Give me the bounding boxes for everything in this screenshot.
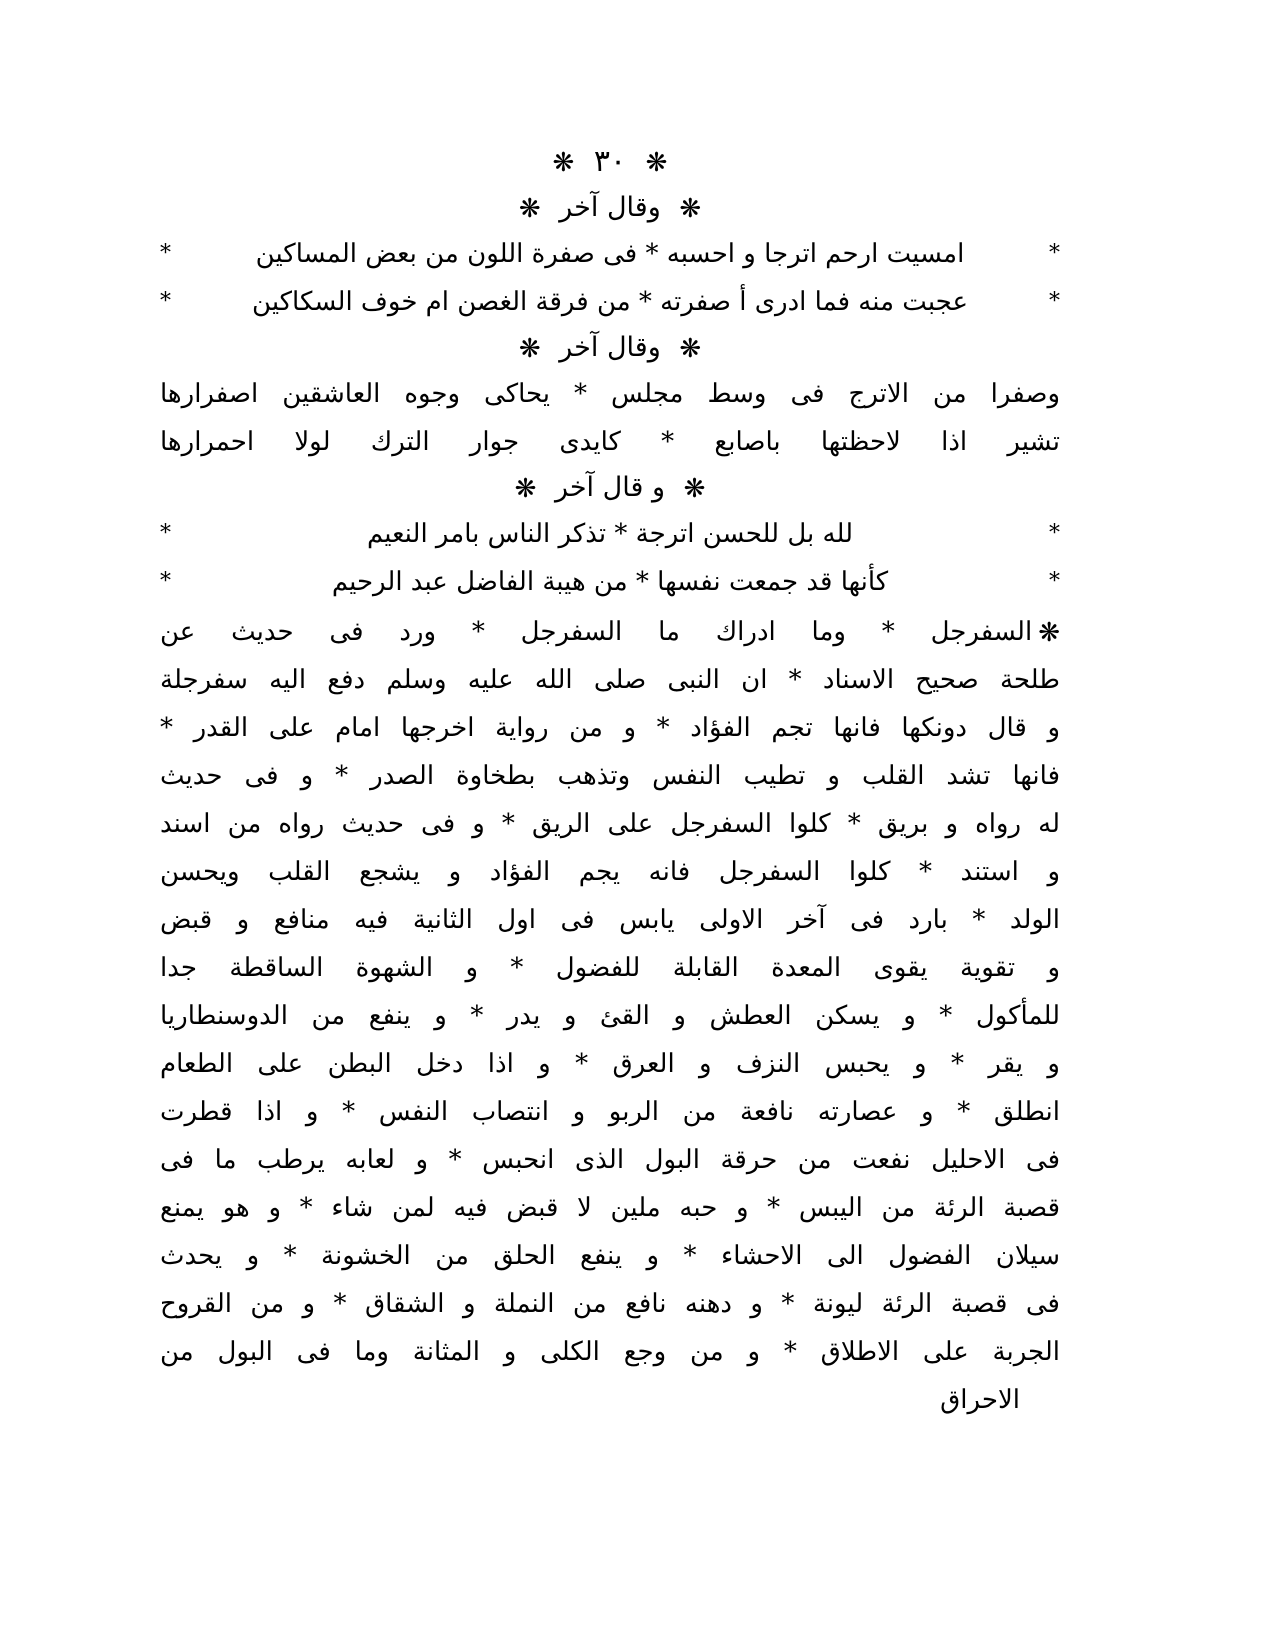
- verse-text: كأنها قد جمعت نفسها * من هيبة الفاضل عبد الرحيم: [331, 567, 889, 597]
- article-line: فى قصبة الرئة ليونة * و دهنه نافع من النملة و الشقاق * و من القروح: [160, 1289, 1060, 1319]
- article-line: للمأكول * و يسكن العطش و القئ و يدر * و ينفع من الدوسنطاريا: [160, 1001, 1060, 1031]
- article-line: فى الاحليل نفعت من حرقة البول الذى انحبس * و لعابه يرطب ما فى: [160, 1145, 1060, 1175]
- ornament-icon: ❋: [683, 473, 706, 504]
- article-line: و استند * كلوا السفرجل فانه يجم الفؤاد و يشجع القلب ويحسن: [160, 857, 1060, 887]
- ornament-icon: ❋: [518, 193, 541, 224]
- article-line: [160, 608, 1060, 656]
- verse-text: امسيت ارحم اترجا و احسبه * فى صفرة اللون من بعض المساكين: [255, 239, 965, 269]
- ornament-icon: ❋: [1038, 618, 1060, 648]
- article-line: طلحة صحيح الاسناد * ان النبى صلى الله عليه وسلم دفع اليه سفرجلة: [160, 665, 1060, 695]
- article-line: الجربة على الاطلاق * و من وجع الكلى و المثانة وما فى البول من: [160, 1337, 1060, 1367]
- star-icon: *: [160, 289, 171, 314]
- article-line: سيلان الفضول الى الاحشاء * و ينفع الحلق من الخشونة * و يحدث: [160, 1241, 1060, 1271]
- section-heading-text: و قال آخر: [554, 472, 666, 503]
- star-icon: *: [160, 569, 171, 594]
- prose-line: وصفرا من الاترج فى وسط مجلس * يحاكى وجوه العاشقين اصفرارها: [160, 379, 1060, 409]
- article-line: و تقوية يقوى المعدة القابلة للفضول * و الشهوة الساقطة جدا: [160, 953, 1060, 983]
- article-line: له رواه و بريق * كلوا السفرجل على الريق * و فى حديث رواه من اسند: [160, 809, 1060, 839]
- article-line: قصبة الرئة من اليبس * و حبه ملين لا قبض فيه لمن شاء * و هو يمنع: [160, 1193, 1060, 1223]
- star-icon: *: [1049, 521, 1060, 546]
- section-heading: [160, 466, 1060, 510]
- ornament-icon: ❋: [679, 193, 702, 224]
- ornament-icon: ❋: [645, 148, 668, 178]
- page-number: [160, 140, 1060, 184]
- star-icon: *: [160, 241, 171, 266]
- ornament-icon: ❋: [518, 333, 541, 364]
- ornament-icon: ❋: [552, 148, 575, 178]
- article-line: فانها تشد القلب و تطيب النفس وتذهب بطخاوة الصدر * و فى حديث: [160, 761, 1060, 791]
- section-heading: [160, 186, 1060, 230]
- verse-line: [160, 278, 1060, 326]
- article-line: انطلق * و عصارته نافعة من الربو و انتصاب النفس * و اذا قطرت: [160, 1097, 1060, 1127]
- article-line: الاحراق: [940, 1385, 1020, 1415]
- verse-text: عجبت منه فما ادرى أ صفرته * من فرقة الغصن ام خوف السكاكين: [252, 287, 968, 317]
- page-number-text: ٣٠: [593, 144, 627, 179]
- ornament-icon: ❋: [514, 473, 537, 504]
- star-icon: *: [1049, 241, 1060, 266]
- section-heading: [160, 326, 1060, 370]
- page: [160, 140, 1060, 1424]
- section-heading-text: وقال آخر: [559, 332, 661, 363]
- verse-text: لله بل للحسن اترجة * تذكر الناس بامر النعيم: [366, 519, 853, 549]
- article-line-text: السفرجل * وما ادراك ما السفرجل * ورد فى حديث عن: [160, 617, 1033, 647]
- verse-line: [160, 510, 1060, 558]
- verse-line: [160, 558, 1060, 606]
- verse-line: [160, 230, 1060, 278]
- star-icon: *: [1049, 569, 1060, 594]
- article-line: و يقر * و يحبس النزف و العرق * و اذا دخل البطن على الطعام: [160, 1049, 1060, 1079]
- section-heading-text: وقال آخر: [559, 192, 661, 223]
- article-line: الولد * بارد فى آخر الاولى يابس فى اول الثانية فيه منافع و قبض: [160, 905, 1060, 935]
- ornament-icon: ❋: [679, 333, 702, 364]
- article-line: و قال دونكها فانها تجم الفؤاد * و من رواية اخرجها امام على القدر *: [160, 713, 1060, 743]
- star-icon: *: [160, 521, 171, 546]
- article-quince: [160, 608, 1060, 1424]
- prose-line: تشير اذا لاحظتها باصابع * كايدى جوار الترك لولا احمرارها: [160, 427, 1060, 457]
- star-icon: *: [1049, 289, 1060, 314]
